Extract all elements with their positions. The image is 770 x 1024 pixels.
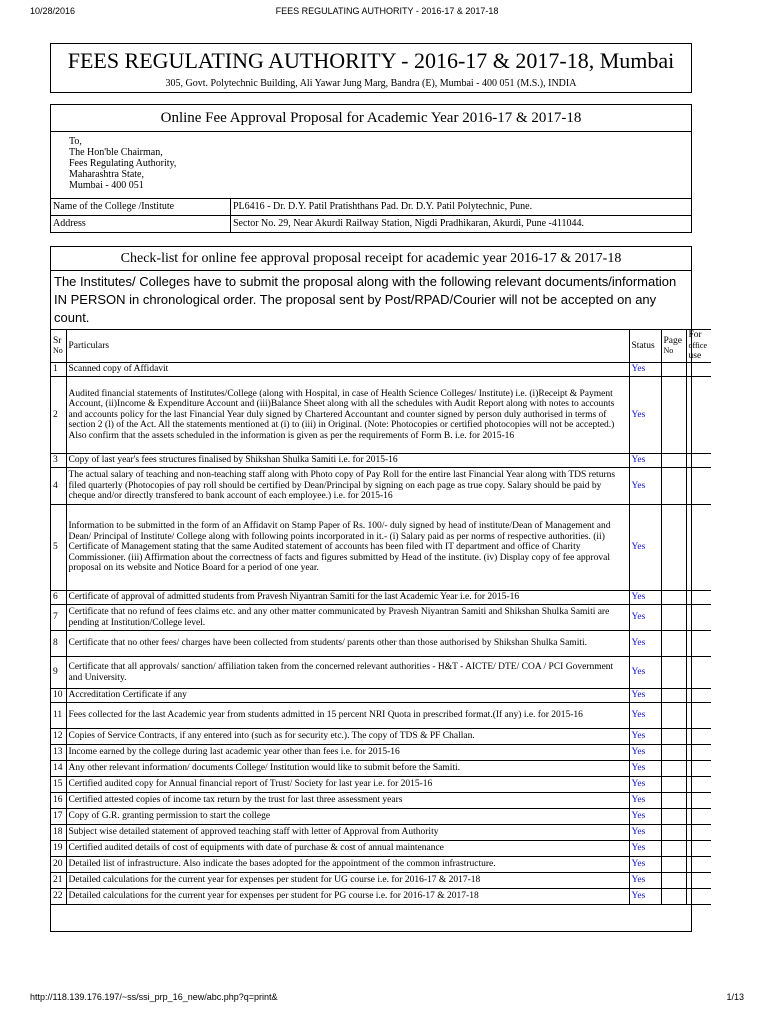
checklist-table bbox=[51, 329, 711, 905]
sr-number: 2 bbox=[51, 377, 66, 454]
status-cell: Yes bbox=[629, 889, 661, 905]
page-no-cell bbox=[661, 889, 686, 905]
office-use-cell bbox=[686, 809, 711, 825]
sr-number: 4 bbox=[51, 468, 66, 505]
office-use-cell bbox=[686, 363, 711, 377]
particulars-cell: Certificate of approval of admitted students from Pravesh Niyantran Samiti for the last Academic Year i.e. for 2015-16 bbox=[66, 591, 629, 605]
office-use-cell bbox=[686, 745, 711, 761]
addressee-block bbox=[51, 132, 691, 199]
table-row bbox=[51, 363, 711, 377]
table-row bbox=[51, 505, 711, 591]
authority-address: 305, Govt. Polytechnic Building, Ali Yawar Jung Marg, Bandra (E), Mumbai - 400 051 (M.S.), INDIA bbox=[165, 78, 577, 89]
particulars-cell: Certificate that no other fees/ charges have been collected from students/ parents other than those authorised by Shikshan Shulka Samiti. bbox=[66, 631, 629, 657]
sr-no-header bbox=[51, 330, 66, 363]
table-row bbox=[51, 605, 711, 631]
particulars-cell: Certified audited details of cost of equipments with date of purchase & cost of annual maintenance bbox=[66, 841, 629, 857]
table-row bbox=[51, 631, 711, 657]
office-use-header bbox=[686, 330, 711, 363]
sr-number: 16 bbox=[51, 793, 66, 809]
sr-number: 15 bbox=[51, 777, 66, 793]
status-cell: Yes bbox=[629, 793, 661, 809]
office-use-cell bbox=[686, 777, 711, 793]
page-no-cell bbox=[661, 857, 686, 873]
status-cell: Yes bbox=[629, 873, 661, 889]
particulars-cell: Scanned copy of Affidavit bbox=[66, 363, 629, 377]
sr-number: 7 bbox=[51, 605, 66, 631]
sr-number: 1 bbox=[51, 363, 66, 377]
table-row bbox=[51, 777, 711, 793]
sr-number: 10 bbox=[51, 689, 66, 703]
page-number: 1/13 bbox=[726, 992, 744, 1002]
status-cell: Yes bbox=[629, 761, 661, 777]
status-cell: Yes bbox=[629, 857, 661, 873]
particulars-cell: The actual salary of teaching and non-teaching staff along with Photo copy of Pay Roll for the entire last Financial Year along with TDS returns filed quarterly (Photocopies of pay roll should be certified by Dean/Principal by signing on each page as true copy. Salary should be paid by cheque and/or directly transfered to bank account of each employee.) i.e. for 2015-16 bbox=[66, 468, 629, 505]
sr-number: 18 bbox=[51, 825, 66, 841]
table-row bbox=[51, 689, 711, 703]
particulars-cell: Copy of last year's fees structures finalised by Shikshan Shulka Samiti i.e. for 2015-16 bbox=[66, 454, 629, 468]
page-no-cell bbox=[661, 729, 686, 745]
office-use-cell bbox=[686, 729, 711, 745]
page-no-cell bbox=[661, 825, 686, 841]
addressee-line: Fees Regulating Authority, bbox=[69, 158, 177, 169]
status-cell: Yes bbox=[629, 777, 661, 793]
status-header: Status bbox=[629, 330, 661, 363]
table-row bbox=[51, 761, 711, 777]
table-row bbox=[51, 729, 711, 745]
table-row bbox=[51, 454, 711, 468]
particulars-cell: Detailed calculations for the current year for expenses per student for UG course i.e. for 2016-17 & 2017-18 bbox=[66, 873, 629, 889]
page-no-cell bbox=[661, 631, 686, 657]
status-cell: Yes bbox=[629, 689, 661, 703]
page-no-cell bbox=[661, 689, 686, 703]
checklist-title: Check-list for online fee approval proposal receipt for academic year 2016-17 & 2017-18 bbox=[51, 247, 691, 271]
college-label: Name of the College /Institute bbox=[51, 199, 231, 215]
particulars-cell: Certificate that no refund of fees claims etc. and any other matter communicated by Pravesh Niyantran Samiti and Shikshan Shulka Samiti are pending at Institution/College level. bbox=[66, 605, 629, 631]
table-row bbox=[51, 591, 711, 605]
office-use-cell bbox=[686, 857, 711, 873]
page-no-cell bbox=[661, 761, 686, 777]
particulars-cell: Audited financial statements of Institutes/College (along with Hospital, in case of Health Science Colleges/ Institute) i.e. (i)Receipt & Payment Account, (ii)Income & Expenditure Account and (iii)Balance Sheet along with all the schedules with Audit Report along with notes to accounts and accounts policy for the last Financial Year duly signed by Chartered Accountant and counter signed by person duly authorised in terms of section 2 (l) of the Act. All the statements mentioned at (i) to (iii) in Original. (Note: Photocopies or certified photocopies will not be accepted.) Also confirm that the assets scheduled in the information is given as per the requirements of Form B. i.e. for 2015-16 bbox=[66, 377, 629, 454]
authority-header bbox=[50, 43, 692, 93]
table-row bbox=[51, 657, 711, 689]
page-no-cell bbox=[661, 605, 686, 631]
status-cell: Yes bbox=[629, 631, 661, 657]
checklist-section bbox=[50, 246, 708, 932]
table-row bbox=[51, 857, 711, 873]
sr-number: 8 bbox=[51, 631, 66, 657]
office2-header-label: office bbox=[688, 340, 708, 350]
office-use-cell bbox=[686, 873, 711, 889]
addressee-line: Mumbai - 400 051 bbox=[69, 180, 144, 191]
particulars-cell: Subject wise detailed statement of approved teaching staff with letter of Approval from Authority bbox=[66, 825, 629, 841]
office-use-cell bbox=[686, 468, 711, 505]
table-row bbox=[51, 703, 711, 729]
table-row bbox=[51, 377, 711, 454]
page-no-cell bbox=[661, 841, 686, 857]
college-value: PL6416 - Dr. D.Y. Patil Pratishthans Pad. Dr. D.Y. Patil Polytechnic, Pune. bbox=[233, 201, 533, 212]
proposal-form bbox=[50, 104, 692, 233]
sr-number: 17 bbox=[51, 809, 66, 825]
page-no-cell bbox=[661, 468, 686, 505]
sr-number: 21 bbox=[51, 873, 66, 889]
sr-number: 9 bbox=[51, 657, 66, 689]
table-row bbox=[51, 793, 711, 809]
address-value: Sector No. 29, Near Akurdi Railway Station, Nigdi Pradhikaran, Akurdi, Pune -411044. bbox=[233, 218, 584, 229]
sr-number: 11 bbox=[51, 703, 66, 729]
office-use-cell bbox=[686, 631, 711, 657]
table-row bbox=[51, 825, 711, 841]
print-header bbox=[30, 6, 744, 20]
office-use-cell bbox=[686, 377, 711, 454]
office-use-cell bbox=[686, 591, 711, 605]
office3-header-label: use bbox=[688, 351, 702, 362]
status-cell: Yes bbox=[629, 454, 661, 468]
page-no-cell bbox=[661, 793, 686, 809]
status-cell: Yes bbox=[629, 605, 661, 631]
sr-number: 12 bbox=[51, 729, 66, 745]
form-title: Online Fee Approval Proposal for Academic Year 2016-17 & 2017-18 bbox=[51, 105, 691, 132]
particulars-cell: Income earned by the college during last academic year other than fees i.e. for 2015-16 bbox=[66, 745, 629, 761]
office-use-cell bbox=[686, 454, 711, 468]
table-row bbox=[51, 468, 711, 505]
page-no-cell bbox=[661, 363, 686, 377]
office-use-cell bbox=[686, 505, 711, 591]
page-no-header-label: No bbox=[663, 346, 674, 355]
page-no-cell bbox=[661, 745, 686, 761]
sr-number: 6 bbox=[51, 591, 66, 605]
table-header-row bbox=[51, 330, 711, 363]
sr-number: 20 bbox=[51, 857, 66, 873]
particulars-cell: Certificate that all approvals/ sanction/ affiliation taken from the concerned relevant authorities - H&T - AICTE/ DTE/ COA / PCI Government and University. bbox=[66, 657, 629, 689]
office-use-cell bbox=[686, 761, 711, 777]
table-row bbox=[51, 809, 711, 825]
status-cell: Yes bbox=[629, 377, 661, 454]
status-cell: Yes bbox=[629, 841, 661, 857]
status-cell: Yes bbox=[629, 657, 661, 689]
sr-number: 13 bbox=[51, 745, 66, 761]
office-use-cell bbox=[686, 703, 711, 729]
page-no-cell bbox=[661, 505, 686, 591]
page-no-cell bbox=[661, 703, 686, 729]
status-cell: Yes bbox=[629, 745, 661, 761]
office-header-label: For bbox=[688, 330, 702, 341]
office-use-cell bbox=[686, 793, 711, 809]
table-row bbox=[51, 889, 711, 905]
table-row bbox=[51, 745, 711, 761]
print-footer bbox=[30, 992, 744, 1006]
office-use-cell bbox=[686, 889, 711, 905]
status-cell: Yes bbox=[629, 729, 661, 745]
print-date: 10/28/2016 bbox=[30, 6, 76, 16]
college-row bbox=[51, 199, 691, 215]
office-use-cell bbox=[686, 657, 711, 689]
sr-number: 19 bbox=[51, 841, 66, 857]
page-no-cell bbox=[661, 454, 686, 468]
addressee-line: Maharashtra State, bbox=[69, 169, 144, 180]
page-no-cell bbox=[661, 377, 686, 454]
status-cell: Yes bbox=[629, 363, 661, 377]
checklist-intro: The Institutes/ Colleges have to submit the proposal along with the following relevant documents/information IN PERSON in chronological order. The proposal sent by Post/RPAD/Courier will not be accepted on any count. bbox=[54, 274, 677, 325]
sr-number: 5 bbox=[51, 505, 66, 591]
particulars-cell: Detailed list of infrastructure. Also indicate the bases adopted for the appointment of the common infrastructure. bbox=[66, 857, 629, 873]
particulars-cell: Any other relevant information/ documents College/ Institution would like to submit before the Samiti. bbox=[66, 761, 629, 777]
status-cell: Yes bbox=[629, 505, 661, 591]
no-header-label: No bbox=[53, 346, 63, 355]
status-cell: Yes bbox=[629, 703, 661, 729]
office-use-cell bbox=[686, 689, 711, 703]
table-row bbox=[51, 873, 711, 889]
particulars-cell: Copy of G.R. granting permission to start the college bbox=[66, 809, 629, 825]
table-row bbox=[51, 841, 711, 857]
status-cell: Yes bbox=[629, 825, 661, 841]
addressee-line: The Hon'ble Chairman, bbox=[69, 147, 163, 158]
print-title: FEES REGULATING AUTHORITY - 2016-17 & 2017-18 bbox=[275, 6, 499, 16]
sr-number: 14 bbox=[51, 761, 66, 777]
status-cell: Yes bbox=[629, 468, 661, 505]
particulars-cell: Certified attested copies of income tax return by the trust for last three assessment years bbox=[66, 793, 629, 809]
page-no-cell bbox=[661, 777, 686, 793]
page-no-header bbox=[661, 330, 686, 363]
status-cell: Yes bbox=[629, 591, 661, 605]
particulars-header: Particulars bbox=[66, 330, 629, 363]
sr-header-label: Sr bbox=[53, 335, 62, 346]
page-no-cell bbox=[661, 657, 686, 689]
particulars-cell: Certified audited copy for Annual financial report of Trust/ Society for last year i.e. for 2015-16 bbox=[66, 777, 629, 793]
page-header-label: Page bbox=[663, 335, 682, 346]
particulars-cell: Detailed calculations for the current year for expenses per student for PG course i.e. for 2016-17 & 2017-18 bbox=[66, 889, 629, 905]
status-cell: Yes bbox=[629, 809, 661, 825]
office-use-cell bbox=[686, 841, 711, 857]
page-no-cell bbox=[661, 809, 686, 825]
page-no-cell bbox=[661, 873, 686, 889]
sr-number: 22 bbox=[51, 889, 66, 905]
page-no-cell bbox=[661, 591, 686, 605]
particulars-cell: Information to be submitted in the form of an Affidavit on Stamp Paper of Rs. 100/- duly signed by head of institute/Dean of Management and Dean/ Principal of Institute/ College along with following points incorporated in it.- (i) Salary paid as per norms of respective authorities. (ii) Certificate of Management stating that the same Audited statement of accounts has been filed with IT department and office of Charity Commissioner. (iii) Affirmation about the correctness of facts and figures submitted by Head of the institute. (iv) Display copy of fee approval proposal on its website and Notice Board for a period of one year. bbox=[66, 505, 629, 591]
particulars-cell: Fees collected for the last Academic year from students admitted in 15 percent NRI Quota in prescribed format.(If any) i.e. for 2015-16 bbox=[66, 703, 629, 729]
addressee-line: To, bbox=[69, 136, 82, 147]
particulars-cell: Accreditation Certificate if any bbox=[66, 689, 629, 703]
sr-number: 3 bbox=[51, 454, 66, 468]
office-use-cell bbox=[686, 605, 711, 631]
page-title: FEES REGULATING AUTHORITY - 2016-17 & 2017-18, Mumbai bbox=[67, 48, 675, 73]
office-use-cell bbox=[686, 825, 711, 841]
address-label: Address bbox=[51, 216, 231, 232]
particulars-cell: Copies of Service Contracts, if any entered into (such as for security etc.). The copy of TDS & PF Challan. bbox=[66, 729, 629, 745]
address-row bbox=[51, 215, 691, 232]
print-url: http://118.139.176.197/~ss/ssi_prp_16_new/abc.php?q=print& bbox=[30, 992, 278, 1002]
